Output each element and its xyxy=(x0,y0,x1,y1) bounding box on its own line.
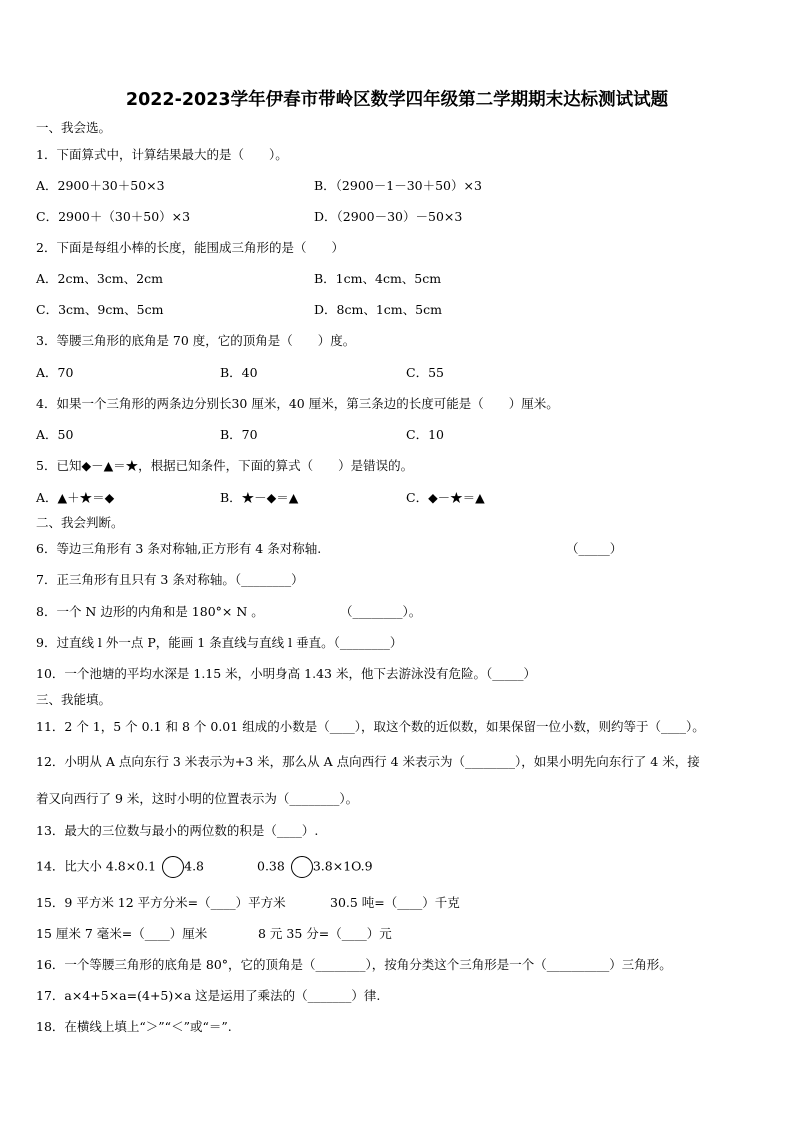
question-1-option-b: B．（2900－1－30＋50）×3 xyxy=(314,178,482,193)
compare-circle-1[interactable] xyxy=(162,856,184,878)
question-17-stem: 17．a×4+5×a=(4+5)×a 这是运用了乘法的（_______）律. xyxy=(36,988,381,1003)
question-15-part-2: 30.5 吨=（____）千克 xyxy=(330,895,460,910)
question-14-right-lhs: 0.38 xyxy=(257,858,285,874)
question-8-answer-blank[interactable]: （________）。 xyxy=(340,604,422,619)
question-4-stem: 4．如果一个三角形的两条边分别长30 厘米，40 厘米，第三条边的长度可能是（ ）厘米。 xyxy=(36,396,559,411)
question-12-line-2: 着又向西行了 9 米，这时小明的位置表示为（________）。 xyxy=(36,791,359,806)
question-14-left-rhs: 4.8 xyxy=(184,858,205,874)
question-16-stem: 16．一个等腰三角形的底角是 80°，它的顶角是（________），按角分类这个三角形是一个（__________）三角形。 xyxy=(36,957,672,972)
section-heading-judge: 二、我会判断。 xyxy=(36,515,124,530)
section-heading-fill: 三、我能填。 xyxy=(36,692,112,707)
question-6-answer-blank[interactable]: （_____） xyxy=(566,541,623,556)
question-11-stem: 11．2 个 1，5 个 0.1 和 8 个 0.01 组成的小数是（____），取这个数的近似数，如果保留一位小数，则约等于（____）。 xyxy=(36,719,705,734)
question-15-part-4: 8 元 35 分=（____）元 xyxy=(258,926,392,941)
question-8-stem: 8．一个 N 边形的内角和是 180°× N 。 xyxy=(36,604,264,619)
question-2-option-d: D．8cm、1cm、5cm xyxy=(314,302,442,317)
exam-title: 2022-2023学年伊春市带岭区数学四年级第二学期期末达标测试试题 xyxy=(125,90,669,110)
question-1-option-d: D．（2900－30）－50×3 xyxy=(314,209,463,224)
compare-circle-2[interactable] xyxy=(291,856,313,878)
question-12-line-1: 12．小明从 A 点向东行 3 米表示为+3 米，那么从 A 点向西行 4 米表示为（________），如果小明先向东行了 4 米，接 xyxy=(36,754,700,769)
question-4-option-b: B．70 xyxy=(220,427,258,442)
question-1-option-a: A．2900＋30＋50×3 xyxy=(36,178,165,193)
question-13-stem: 13．最大的三位数与最小的两位数的积是（____）. xyxy=(36,823,319,838)
question-14-label: 14．比大小 4.8×0.1 xyxy=(36,858,157,874)
question-5-option-b: B．★－◆＝▲ xyxy=(220,490,299,505)
question-5-stem: 5．已知◆－▲＝★，根据已知条件，下面的算式（ ）是错误的。 xyxy=(36,458,414,473)
question-15-part-3: 15 厘米 7 毫米=（____）厘米 xyxy=(36,926,208,941)
question-3-option-c: C．55 xyxy=(406,365,444,380)
question-15-part-1: 15．9 平方米 12 平方分米=（____）平方米 xyxy=(36,895,286,910)
question-14-right-rhs: 3.8×1O.9 xyxy=(312,858,373,874)
question-1-option-c: C．2900＋（30＋50）×3 xyxy=(36,209,191,224)
question-14-row xyxy=(36,856,204,878)
question-4-option-a: A．50 xyxy=(36,427,74,442)
question-3-option-a: A．70 xyxy=(36,365,74,380)
question-2-stem: 2．下面是每组小棒的长度，能围成三角形的是（ ） xyxy=(36,240,344,255)
question-3-option-b: B．40 xyxy=(220,365,258,380)
question-4-option-c: C．10 xyxy=(406,427,444,442)
question-9-stem: 9．过直线 l 外一点 P，能画 1 条直线与直线 l 垂直。（________） xyxy=(36,635,403,650)
question-1-stem: 1．下面算式中，计算结果最大的是（ ）。 xyxy=(36,147,288,162)
question-18-stem: 18．在横线上填上“＞”“＜”或“＝”. xyxy=(36,1019,232,1034)
section-heading-choice: 一、我会选。 xyxy=(36,120,112,135)
question-6-stem: 6．等边三角形有 3 条对称轴,正方形有 4 条对称轴. xyxy=(36,541,322,556)
question-14-row-2 xyxy=(257,856,373,878)
question-5-option-a: A．▲＋★＝◆ xyxy=(36,490,115,505)
question-2-option-c: C．3cm、9cm、5cm xyxy=(36,302,164,317)
question-10-stem: 10．一个池塘的平均水深是 1.15 米，小明身高 1.43 米，他下去游泳没有危险。（_____） xyxy=(36,666,536,681)
question-2-option-b: B．1cm、4cm、5cm xyxy=(314,271,442,286)
question-3-stem: 3．等腰三角形的底角是 70 度，它的顶角是（ ）度。 xyxy=(36,333,356,348)
question-7-stem: 7．正三角形有且只有 3 条对称轴。（________） xyxy=(36,572,304,587)
question-2-option-a: A．2cm、3cm、2cm xyxy=(36,271,163,286)
question-5-option-c: C．◆－★＝▲ xyxy=(406,490,485,505)
